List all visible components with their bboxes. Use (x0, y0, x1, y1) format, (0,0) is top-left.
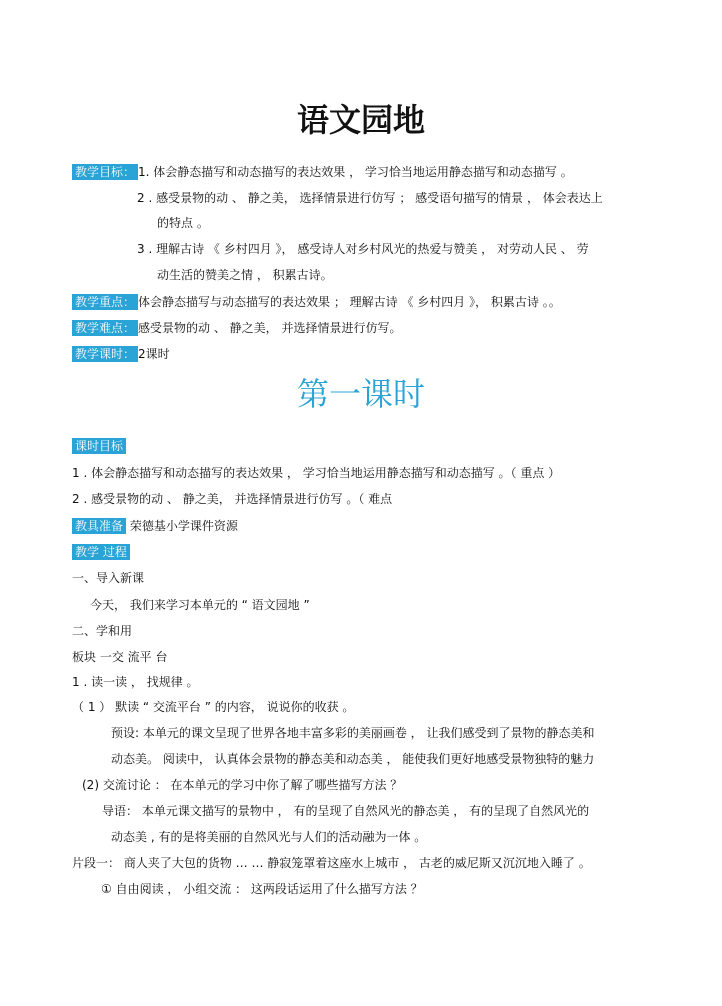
guide-line-1: 导语： 本单元课文描写的景物中 ， 有的呈现了自然风光的静态美 ， 有的呈现了自然风光的 (102, 804, 590, 818)
key-points-text: 体会静态描写与动态描写的表达效果 ； 理解古诗 《 乡村四月 》， 积累古诗 。。 (138, 295, 561, 309)
tools-label: 教具准备 (72, 518, 126, 534)
key-points-label: 教学重点： (72, 294, 138, 310)
process-row (72, 543, 130, 561)
tools-text: 荣德基小学课件资源 (129, 519, 238, 533)
tools-row (72, 517, 238, 535)
goal-line-4: 3 . 理解古诗 《 乡村四月 》， 感受诗人对乡村风光的热爱与赞美 ， 对劳动人民 、 劳 (137, 242, 589, 256)
hours-label: 教学课时： (72, 346, 138, 362)
goals-label: 教学目标： (72, 164, 138, 180)
goal-line-2: 2 . 感受景物的动 、 静之美， 选择情景进行仿写 ； 感受语句描写的情景 ， 体会表达上 (137, 191, 603, 205)
process-label: 教学 过程 (72, 544, 130, 560)
hours-row (72, 345, 170, 363)
goal-line-3: 的特点 。 (157, 216, 209, 230)
step-1-2: (2) 交流讨论 ： 在本单元的学习中你了解了哪些描写方法 ？ (82, 778, 403, 792)
difficulties-text: 感受景物的动 、 静之美， 并选择情景进行仿写。 (138, 321, 402, 335)
hours-text: 2课时 (138, 347, 170, 361)
intro-text: 今天， 我们来学习本单元的 “ 语文园地 ” (90, 598, 310, 612)
page-title: 语文园地 (296, 101, 425, 139)
block-heading: 板块 一交 流平 台 (72, 650, 168, 664)
goal-line-5: 动生活的赞美之情 ， 积累古诗。 (157, 268, 333, 282)
step-1-1: （ 1 ） 默读 “ 交流平台 ” 的内容， 说说你的收获 。 (72, 700, 355, 714)
lesson-goal-2: 2 . 感受景物的动 、 静之美， 并选择情景进行仿写 。（ 难点 (72, 492, 393, 506)
preset-line-2: 动态美。 阅读中， 认真体会景物的静态美和动态美 ， 能使我们更好地感受景物独特的魅力 (111, 752, 595, 766)
goals-row (72, 163, 573, 181)
lesson-goal-1: 1 . 体会静态描写和动态描写的表达效果 ， 学习恰当地运用静态描写和动态描写 。（ 重点 ） (72, 466, 561, 480)
lesson-goals-row (72, 437, 126, 455)
part-2-heading: 二、学和用 (72, 624, 133, 638)
guide-line-2: 动态美 , 有的是将美丽的自然风光与人们的活动融为一体 。 (111, 830, 427, 844)
lesson-goals-label: 课时目标 (72, 438, 126, 454)
difficulties-label: 教学难点： (72, 320, 138, 336)
key-points-row (72, 293, 561, 311)
difficulties-row (72, 319, 401, 337)
goal-line-1: 1. 体会静态描写和动态描写的表达效果 ， 学习恰当地运用静态描写和动态描写 。 (138, 165, 573, 179)
task-1: ① 自由阅读 ， 小组交流 ： 这两段话运用了什么描写方法 ？ (101, 882, 423, 896)
passage-1: 片段一： 商人夹了大包的货物 … … 静寂笼罩着这座水上城市 ， 古老的威尼斯又沉沉地入睡了 。 (72, 856, 591, 870)
step-1: 1 . 读一读 ， 找规律 。 (72, 675, 199, 689)
lesson-heading: 第一课时 (296, 375, 425, 413)
preset-line-1: 预设: 本单元的课文呈现了世界各地丰富多彩的美丽画卷 ， 让我们感受到了景物的静态美和 (111, 726, 595, 740)
part-1-heading: 一、导入新课 (72, 571, 145, 585)
